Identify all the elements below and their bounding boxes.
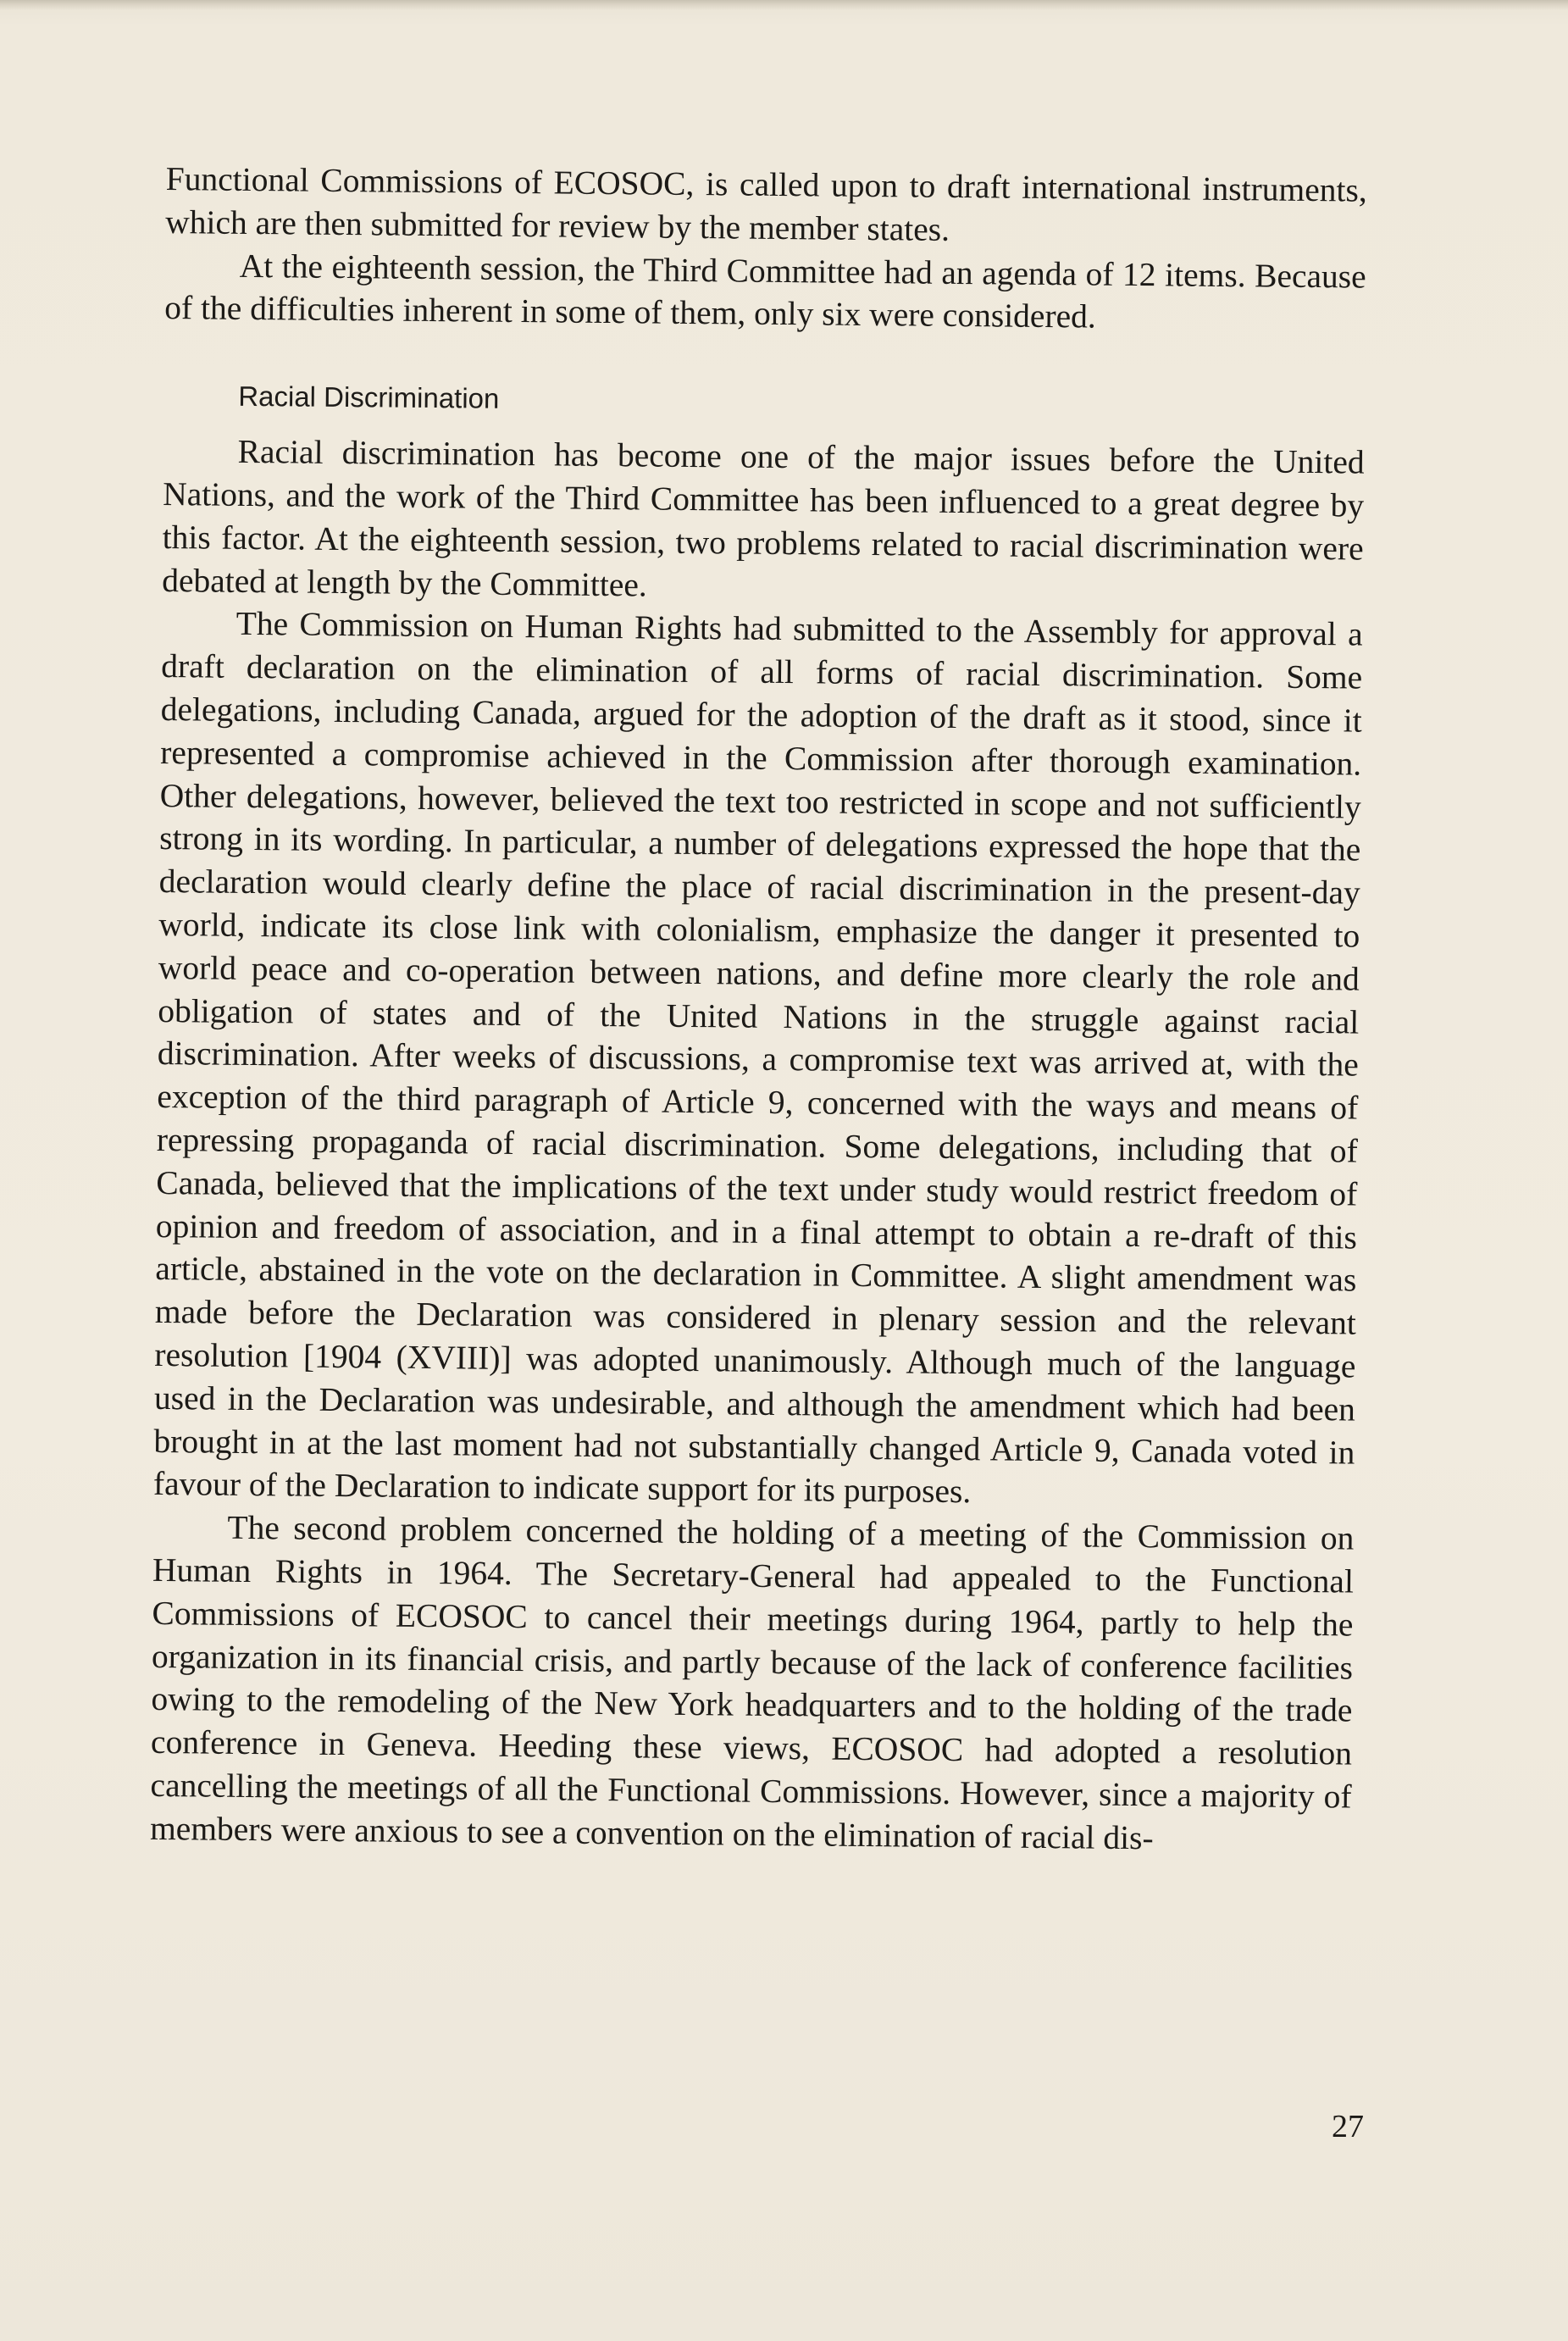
paragraph-intro-continuation: Functional Commissions of ECOSOC, is called upon to draft international instruments, which are then submitted for review by the member states. [165,159,1367,248]
paragraph-commission-meeting: The second problem concerned the holding of a meeting of the Commission on Human Rights in 1964. The Secretary-General had appealed to the Functional Commissions of ECOSOC to cancel their meetings during 1964, partly to help the organization in its financial crisis, and partly because of the lack of conference facilities owing to the remodeling of the New York headquarters and to the holding of the trade conference in Geneva. Heeding these views, ECOSOC had adopted a resolution cancelling the meetings of all the Functional Commissions. However, since a majority of members were anxious to see a convention on the elimination of racial dis- [149,1508,1355,1856]
page-top-edge [0,0,1568,10]
paragraph-draft-declaration: The Commission on Human Rights had submitted to the Assembly for approval a draft declaration on the elimination of all forms of racial discrimination. Some delegations, including Canada, argued for the adoption of the draft as it stood, since it represented a compromise achieved in the Commission after thorough examination. Other delegations, however, believed the text too restricted in scope and not sufficiently strong in its wording. In particular, a number of delegations expressed the hope that the declaration would clearly define the place of racial discrimination in the present-day world, indicate its close link with colonialism, emphasize the danger it presented to world peace and co-operation between nations, and define more clearly the role and obligation of states and of the United Nations in the struggle against racial discrimination. After weeks of discussions, a compromise text was arrived at, with the exception of the third paragraph of Article 9, concerned with the ways and means of repressing propaganda of racial discrimination. Some delegations, including that of Canada, believed that the implications of the text under study would restrict freedom of opinion and freedom of association, and in a final attempt to obtain a re-draft of this article, abstained in the vote on the declaration in Committee. A slight amendment was made before the Declaration was considered in plenary session and the relevant resolution [1904 (XVIII)] was adopted unanimously. Although much of the language used in the Declaration was undesirable, and although the amendment which had been brought in at the last moment had not substantially changed Article 9, Canada voted in favour of the Declaration to indicate support for its purposes. [152,605,1363,1511]
paragraph-racial-discrimination-intro: Racial discrimination has become one of the major issues before the United Nations, and the work of the Third Committee has been influenced to a great degree by this factor. At the eighteenth session, two problems related to racial discrimination were debated at length by the Committee. [162,433,1365,604]
paragraph-third-committee-agenda: At the eighteenth session, the Third Committee had an agenda of 12 items. Because of the difficulties inherent in some of them, only six were considered. [164,247,1366,336]
section-heading: Racial Discrimination [238,380,500,414]
body-text [150,158,1367,1861]
page-number: 27 [1332,2109,1364,2144]
